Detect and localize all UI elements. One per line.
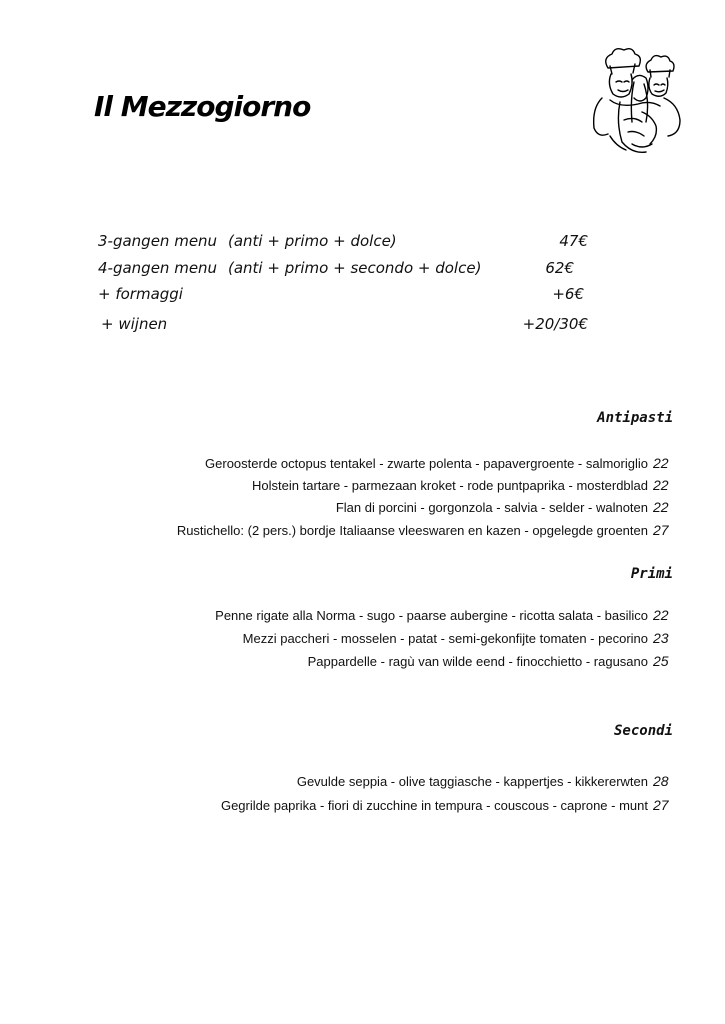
set-menu-note: (anti + primo + dolce) bbox=[228, 232, 397, 250]
dish-row bbox=[297, 773, 675, 793]
dish-price: 22 bbox=[653, 607, 669, 623]
set-menu-label: + formaggi bbox=[98, 285, 183, 303]
dish-row bbox=[177, 522, 675, 542]
dish-name: Mezzi paccheri - mosselen - patat - semi-gekonfijte tomaten - pecorino bbox=[242, 631, 648, 646]
set-menu-price: 47€ bbox=[559, 232, 588, 250]
dish-name: Rustichello: (2 pers.) bordje Italiaanse vleeswaren en kazen - opgelegde groenten bbox=[176, 523, 648, 538]
dish-name: Gevulde seppia - olive taggiasche - kappertjes - kikkererwten bbox=[296, 774, 648, 789]
dish-price: 22 bbox=[653, 477, 669, 493]
dish-price: 22 bbox=[653, 455, 669, 471]
dish-row bbox=[205, 455, 675, 475]
dish-name: Holstein tartare - parmezaan kroket - rode puntpaprika - mosterdblad bbox=[252, 478, 648, 493]
page-title: Il Mezzogiorno bbox=[94, 90, 311, 123]
dish-price: 28 bbox=[653, 773, 669, 789]
set-menu-price: +20/30€ bbox=[522, 315, 588, 333]
chefs-illustration bbox=[580, 40, 690, 165]
set-menu-price: +6€ bbox=[552, 285, 584, 303]
dish-price: 27 bbox=[653, 522, 669, 538]
dish-row bbox=[243, 630, 675, 650]
set-menu-price: 62€ bbox=[545, 259, 574, 277]
dish-name: Flan di porcini - gorgonzola - salvia - selder - walnoten bbox=[335, 500, 648, 515]
dish-row bbox=[221, 797, 675, 817]
set-menu-label: 3-gangen menu bbox=[98, 232, 218, 250]
dish-row bbox=[308, 653, 675, 673]
dish-name: Pappardelle - ragù van wilde eend - finocchietto - ragusano bbox=[307, 654, 648, 669]
dish-row bbox=[252, 477, 675, 497]
set-menu-note: (anti + primo + secondo + dolce) bbox=[228, 259, 482, 277]
dish-row bbox=[336, 499, 675, 519]
section-title-primi: Primi bbox=[630, 566, 673, 582]
dish-price: 27 bbox=[653, 797, 669, 813]
set-menu-row bbox=[98, 232, 588, 258]
set-menu-row bbox=[101, 315, 591, 341]
set-menu-row bbox=[98, 259, 588, 285]
dish-name: Gegrilde paprika - fiori di zucchine in tempura - couscous - caprone - munt bbox=[220, 798, 648, 813]
set-menu-label: 4-gangen menu bbox=[98, 259, 218, 277]
dish-price: 22 bbox=[653, 499, 669, 515]
dish-name: Geroosterde octopus tentakel - zwarte polenta - papavergroente - salmoriglio bbox=[205, 456, 648, 471]
section-title-antipasti: Antipasti bbox=[597, 410, 673, 426]
set-menu-row bbox=[98, 285, 588, 311]
dish-price: 23 bbox=[653, 630, 669, 646]
set-menu-label: + wijnen bbox=[101, 315, 168, 333]
dish-row bbox=[215, 607, 675, 627]
dish-price: 25 bbox=[653, 653, 669, 669]
dish-name: Penne rigate alla Norma - sugo - paarse aubergine - ricotta salata - basilico bbox=[215, 608, 648, 623]
section-title-secondi: Secondi bbox=[613, 723, 673, 739]
